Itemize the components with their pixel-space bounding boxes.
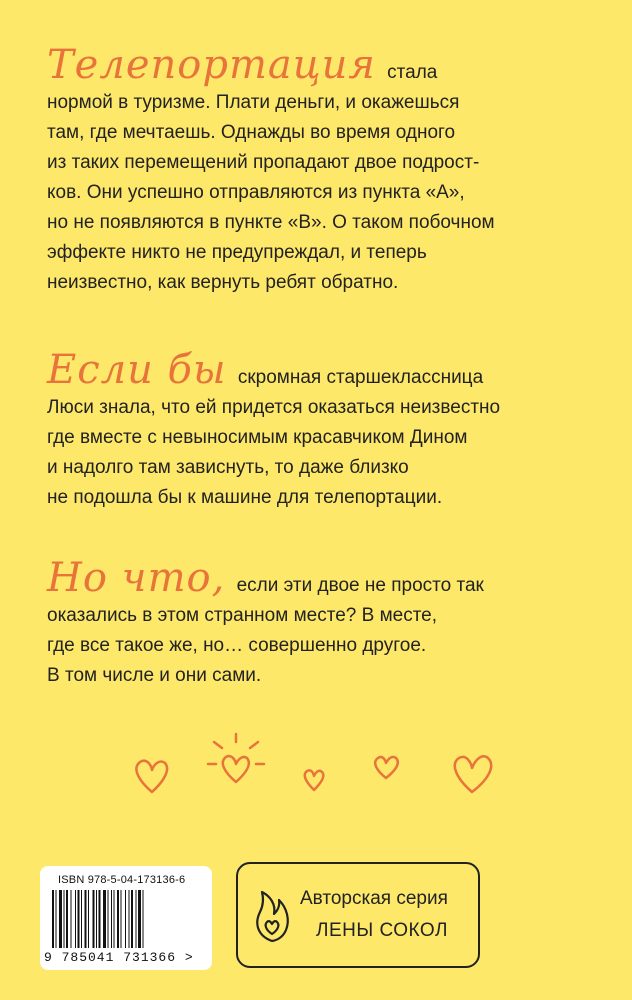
flame-heart-icon (252, 884, 292, 944)
script-heading: Телепортация (47, 42, 376, 88)
paragraph-if (47, 347, 607, 513)
paragraph-line: оказались в этом странном месте? В месте, (47, 605, 438, 626)
paragraph-line: где вместе с невыносимым красавчиком Дином (47, 427, 468, 448)
script-heading: Если бы (47, 347, 227, 393)
paragraph-line: если эти двое не просто так (236, 575, 484, 596)
barcode-bars-icon (52, 890, 200, 950)
paragraph-line: нормой в туризме. Плати деньги, и окажешься (47, 92, 460, 113)
series-title: Авторская серия (300, 888, 448, 909)
barcode-panel (40, 866, 212, 970)
paragraph-line: неизвестно, как вернуть ребят обратно. (47, 272, 399, 293)
isbn-label: ISBN 978-5-04-173136-6 (58, 874, 186, 886)
series-author: ЛЕНЫ СОКОЛ (316, 920, 448, 941)
paragraph-line: но не появляются в пункте «В». О таком побочном (47, 212, 495, 233)
paragraph-teleportation (47, 42, 607, 298)
hearts-doodle-icon (0, 720, 632, 810)
barcode-digits: 9 785041 731366 > (44, 950, 194, 965)
paragraph-line: стала (387, 62, 438, 83)
author-series-badge (236, 862, 480, 968)
paragraph-line: из таких перемещений пропадают двое подрост- (47, 152, 480, 173)
paragraph-line: Люси знала, что ей придется оказаться неизвестно (47, 397, 501, 418)
script-heading: Но что, (47, 555, 226, 601)
paragraph-line: не подошла бы к машине для телепортации. (47, 487, 443, 508)
paragraph-line: ков. Они успешно отправляются из пункта «А», (47, 182, 465, 203)
paragraph-line: В том числе и они сами. (47, 665, 262, 686)
paragraph-line: эффекте никто не предупреждал, и теперь (47, 242, 427, 263)
paragraph-line: скромная старшеклассница (237, 367, 484, 388)
paragraph-but-what (47, 555, 607, 691)
paragraph-line: где все такое же, но… совершенно другое. (47, 635, 427, 656)
paragraph-line: там, где мечтаешь. Однажды во время одного (47, 122, 456, 143)
paragraph-line: и надолго там зависнуть, то даже близко (47, 457, 409, 478)
